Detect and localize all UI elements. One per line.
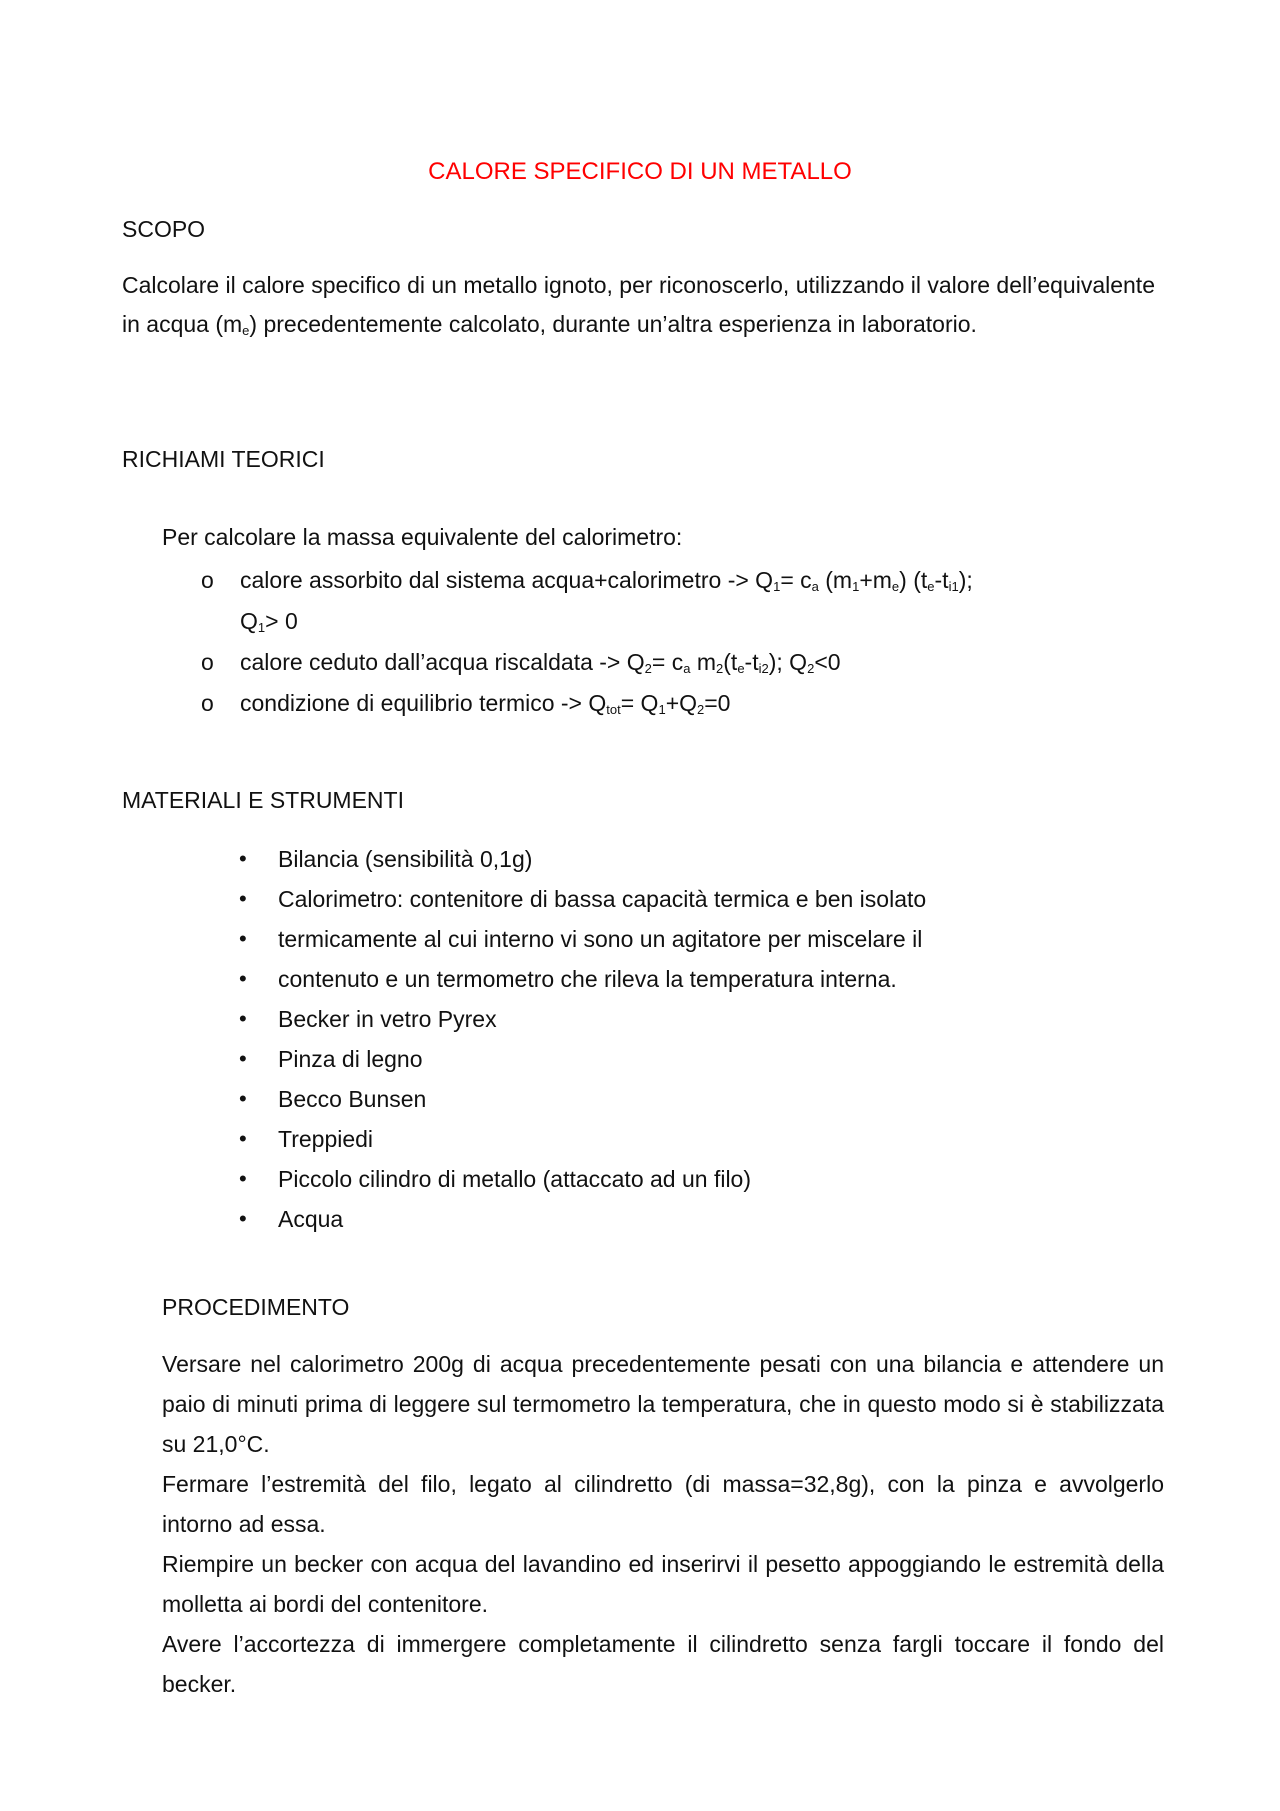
list-item: • Becker in vetro Pyrex	[239, 999, 1189, 1039]
scopo-text: Calcolare il calore specifico di un metallo ignoto, per riconoscerlo, utilizzando il valore dell’equivalente in acqua (m	[122, 272, 1155, 337]
section-heading-scopo: SCOPO	[122, 216, 206, 242]
procedure-paragraph: Fermare l’estremità del filo, legato al cilindretto (di massa=32,8g), con la pinza e avvolgerlo intorno ad essa.	[162, 1471, 1164, 1537]
list-item: • contenuto e un termometro che rileva la temperatura interna.	[239, 959, 1189, 999]
circle-bullet-icon: o	[201, 567, 214, 593]
bullet-icon: •	[239, 1006, 247, 1031]
bullet-icon: •	[239, 1166, 247, 1191]
bullet-icon: •	[239, 966, 247, 991]
richiami-intro: Per calcolare la massa equivalente del calorimetro:	[162, 524, 683, 550]
list-item: o condizione di equilibrio termico -> $Q_{tot}= Q_1+Q_2=0$	[201, 683, 1151, 724]
bullet-icon: •	[239, 1046, 247, 1071]
formula-list	[201, 560, 1151, 724]
procedure-paragraph: Versare nel calorimetro 200g di acqua precedentemente pesati con una bilancia e attendere un paio di minuti prima di leggere sul termometro la temperatura, che in questo modo si è stabilizzata su 21,0°C.	[162, 1351, 1164, 1457]
list-item: • Piccolo cilindro di metallo (attaccato ad un filo)	[239, 1159, 1189, 1199]
bullet-icon: •	[239, 926, 247, 951]
circle-bullet-icon: o	[201, 649, 214, 675]
list-item: • Acqua	[239, 1199, 1189, 1239]
bullet-icon: •	[239, 1086, 247, 1111]
document-title: CALORE SPECIFICO DI UN METALLO	[428, 158, 852, 185]
circle-bullet-icon: o	[201, 690, 214, 716]
procedure-text	[162, 1344, 1164, 1704]
list-item: • Becco Bunsen	[239, 1079, 1189, 1119]
list-item: • Pinza di legno	[239, 1039, 1189, 1079]
bullet-icon: •	[239, 1206, 247, 1231]
list-item: • Bilancia (sensibilità 0,1g)	[239, 839, 1189, 879]
materials-list	[239, 839, 1189, 1239]
bullet-icon: •	[239, 1126, 247, 1151]
scopo-text-end: ) precedentemente calcolato, durante un’altra esperienza in laboratorio.	[249, 311, 977, 337]
scopo-paragraph	[122, 266, 1162, 344]
list-item: • termicamente al cui interno vi sono un agitatore per miscelare il	[239, 919, 1189, 959]
procedure-paragraph: Avere l’accortezza di immergere completamente il cilindretto senza fargli toccare il fondo del becker.	[162, 1631, 1164, 1697]
bullet-icon: •	[239, 886, 247, 911]
list-item: • Calorimetro: contenitore di bassa capacità termica e ben isolato	[239, 879, 1189, 919]
procedure-paragraph: Riempire un becker con acqua del lavandino ed inserirvi il pesetto appoggiando le estremità della molletta ai bordi del contenitore.	[162, 1551, 1164, 1617]
list-item: o calore assorbito dal sistema acqua+calorimetro -> $Q_1= c_a$ $(m_1+m_e)$ $(t_e-t_{i1})$; $Q_1> 0$	[201, 560, 980, 642]
scopo-sub: e	[242, 323, 250, 338]
section-heading-richiami: RICHIAMI TEORICI	[122, 446, 325, 472]
list-item: o calore ceduto dall’acqua riscaldata -> $Q_2= c_a$ $m_2(t_e-t_{i2})$; $Q_2<0$	[201, 642, 1151, 683]
section-heading-procedimento: PROCEDIMENTO	[162, 1294, 350, 1320]
bullet-icon: •	[239, 846, 247, 871]
section-heading-materiali: MATERIALI E STRUMENTI	[122, 787, 404, 813]
list-item: • Treppiedi	[239, 1119, 1189, 1159]
